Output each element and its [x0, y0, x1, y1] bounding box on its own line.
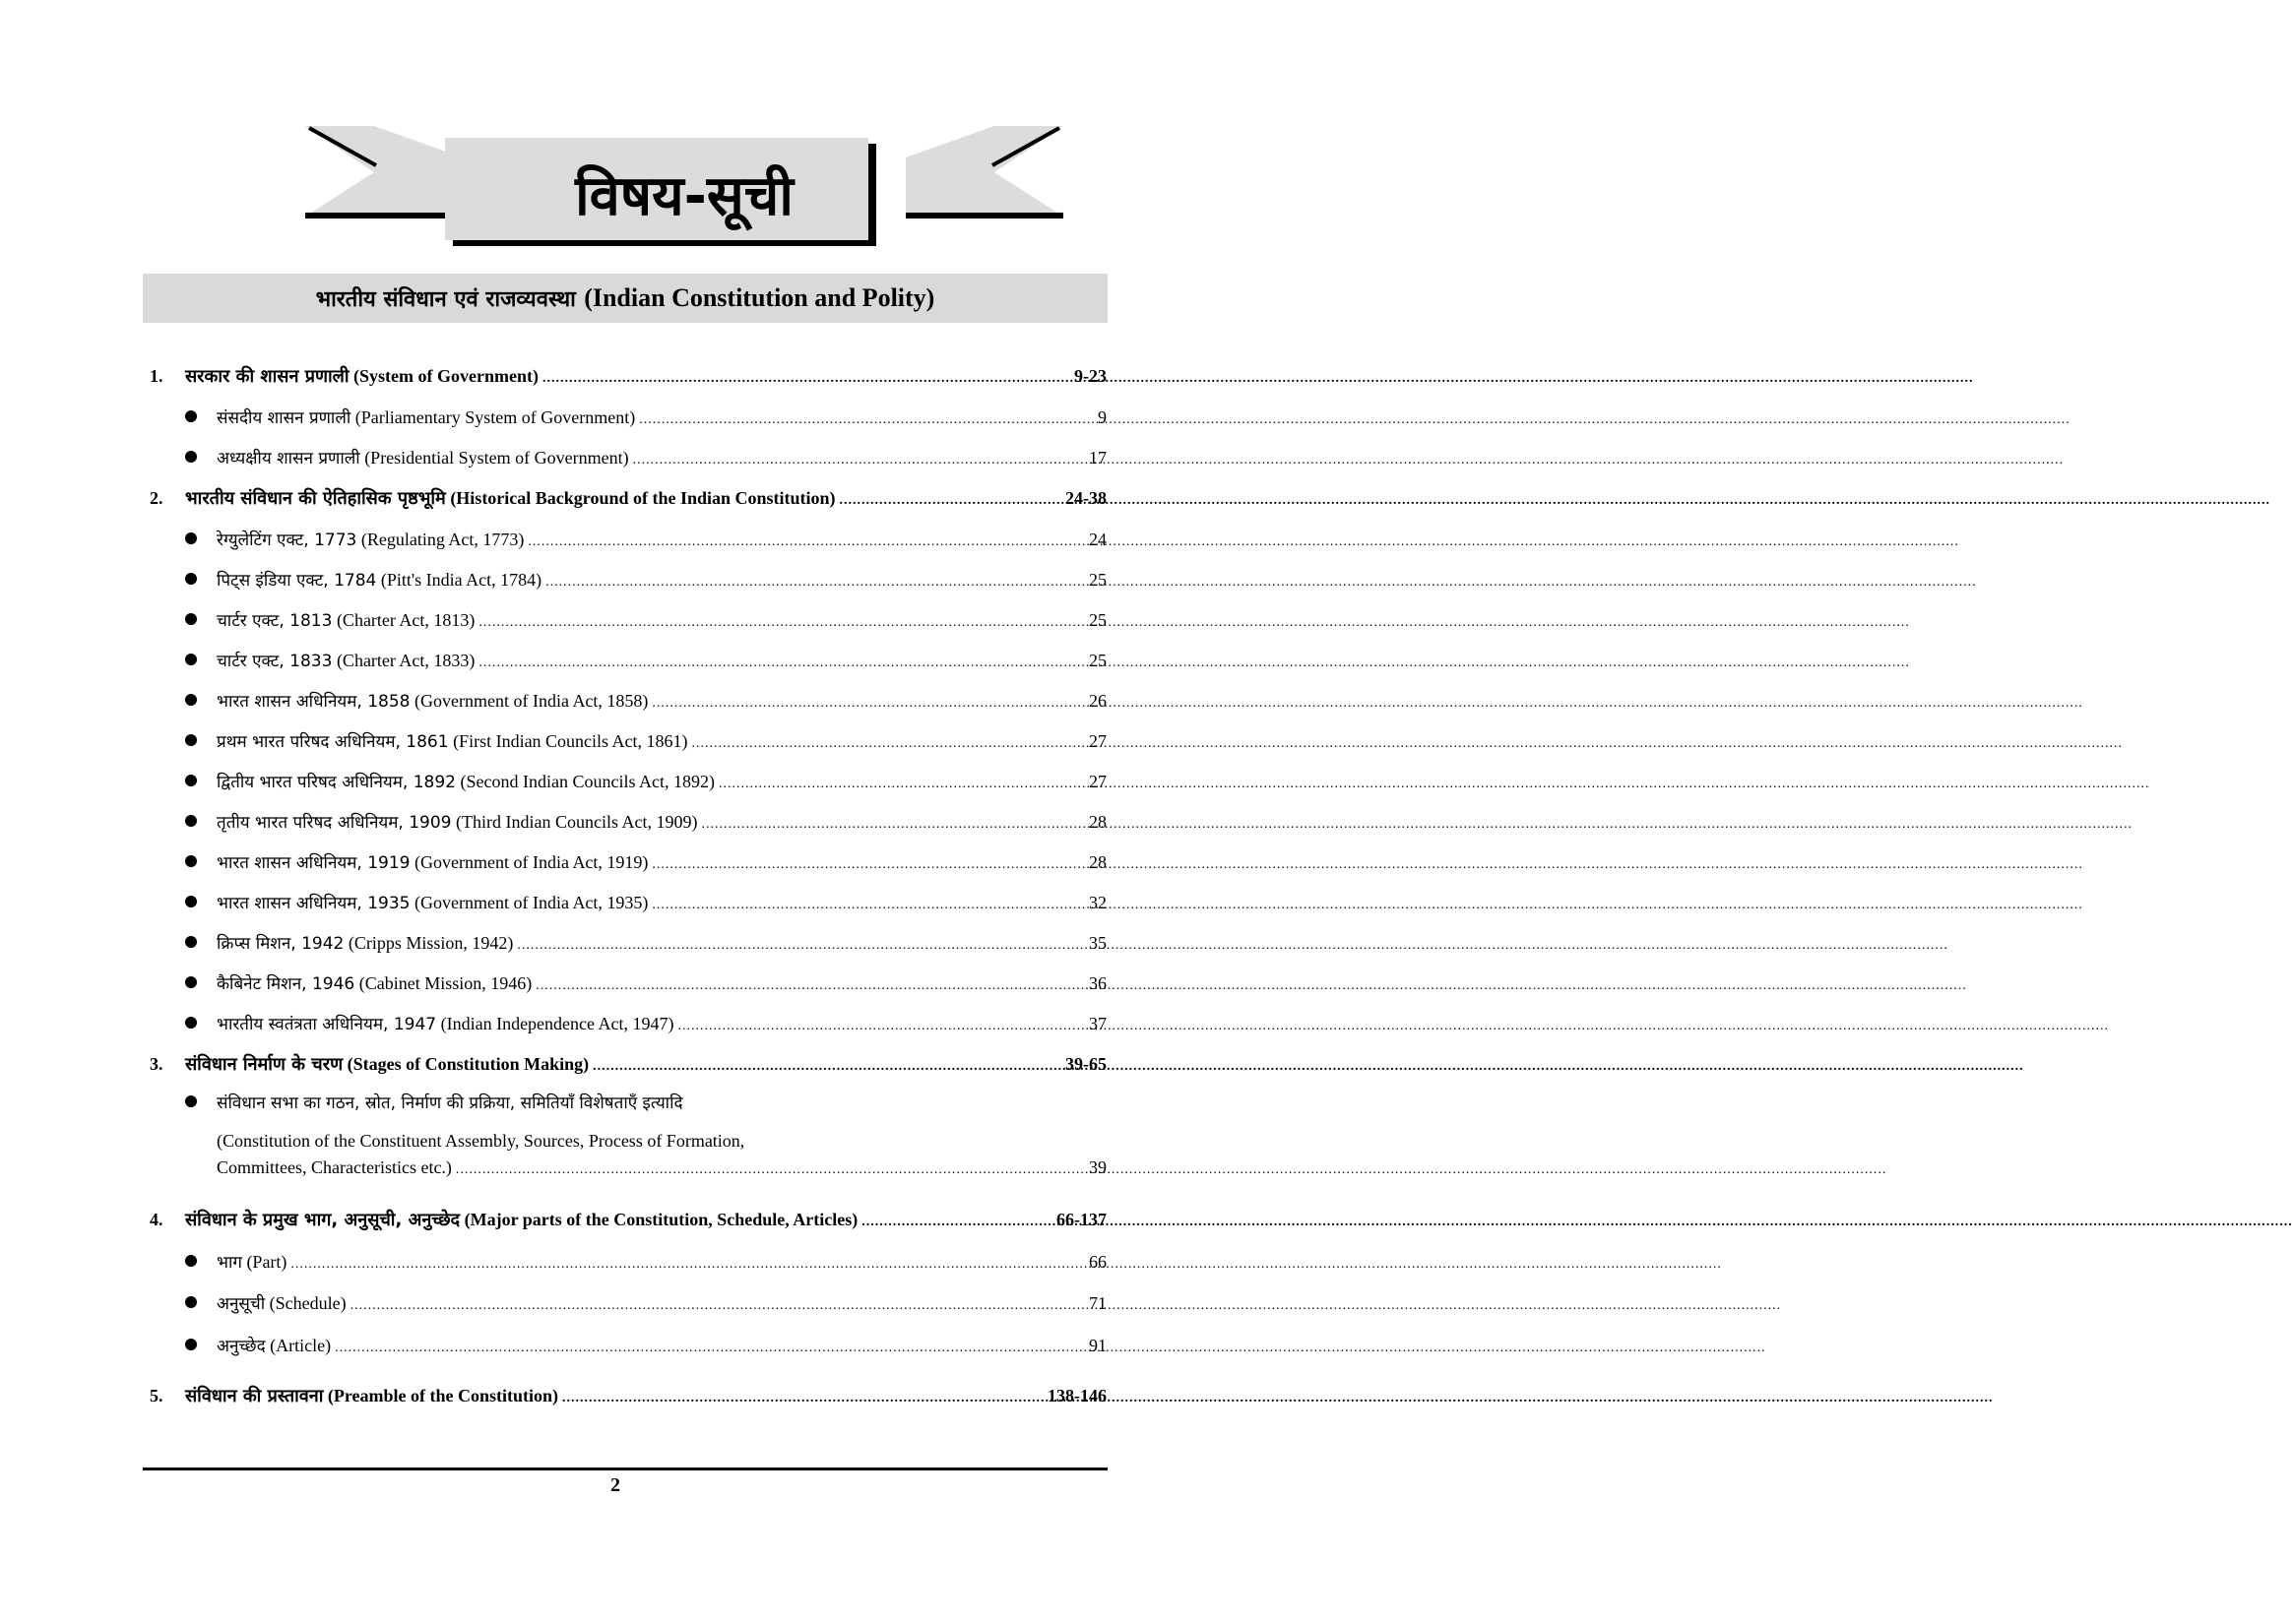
toc-topic[interactable]: [150, 446, 1107, 477]
bullet-icon: [185, 812, 217, 833]
chapter-title: [185, 1384, 558, 1407]
topic-title-english-line-2: Committees, Characteristics etc.): [217, 1157, 452, 1177]
toc-chapter-4[interactable]: [150, 1208, 1107, 1239]
dot-leader: [593, 1059, 1061, 1075]
dot-leader: [536, 978, 1085, 994]
dot-leader: [861, 1215, 1052, 1230]
topic-title: [217, 729, 688, 752]
dot-leader: [692, 736, 1085, 752]
bullet-icon: [185, 691, 217, 712]
chapter-title-hindi: संविधान के प्रमुख भाग, अनुसूची, अनुच्छेद: [185, 1210, 461, 1230]
topic-title: [217, 608, 475, 631]
chapter-title-english: (Major parts of the Constitution, Schedule, Articles): [464, 1210, 859, 1229]
bullet-icon: [185, 731, 217, 752]
topic-title-english: (Parliamentary System of Government): [354, 407, 636, 427]
topic-title-english: (Cripps Mission, 1942): [348, 933, 514, 953]
topic-title: [217, 689, 648, 712]
toc-topic[interactable]: [150, 1012, 1107, 1043]
topic-title-english: (Government of India Act, 1858): [414, 691, 649, 711]
topic-title-english: (Pitt's India Act, 1784): [380, 570, 542, 590]
toc-topic[interactable]: [150, 891, 1107, 922]
topic-title: [217, 931, 513, 954]
page-number: 2: [610, 1474, 620, 1496]
topic-title-hindi: द्वितीय भारत परिषद अधिनियम, 1892: [217, 773, 456, 792]
topic-title-hindi: रेग्युलेटिंग एक्ट, 1773: [217, 531, 357, 550]
topic-page: 91: [1089, 1336, 1107, 1355]
topic-title: [217, 528, 524, 550]
topic-page: 28: [1089, 812, 1107, 832]
dot-leader: [678, 1019, 1085, 1034]
toc-topic[interactable]: [150, 406, 1107, 437]
chapter-title: [185, 486, 836, 510]
chapter-number: 1.: [150, 366, 163, 386]
bullet-icon: [185, 651, 217, 671]
topic-title-hindi: तृतीय भारत परिषद अधिनियम, 1909: [217, 813, 452, 833]
topic-title-hindi: अनुच्छेद: [217, 1337, 266, 1356]
topic-title-english: (Charter Act, 1833): [336, 651, 476, 670]
toc-topic[interactable]: [150, 689, 1107, 720]
topic-page: 27: [1089, 772, 1107, 791]
chapter-title-english: (System of Government): [353, 366, 539, 386]
dot-leader: [456, 1162, 1085, 1178]
dot-leader: [545, 575, 1085, 591]
chapter-pages: 66-137: [1056, 1210, 1107, 1229]
topic-page: 66: [1089, 1252, 1107, 1272]
bullet-icon: [185, 852, 217, 873]
bullet-icon: [185, 1014, 217, 1034]
topic-page: 32: [1089, 893, 1107, 912]
topic-title: [217, 1334, 331, 1356]
bullet-icon: [185, 933, 217, 954]
topic-title-hindi-text: संविधान सभा का गठन, स्रोत, निर्माण की प्रक्रिया, समितियाँ विशेषताएँ इत्यादि: [217, 1093, 683, 1113]
toc-topic[interactable]: [150, 729, 1107, 761]
page-title: विषय-सूची: [575, 164, 794, 228]
bullet-icon: [185, 448, 217, 468]
topic-title-english: (Schedule): [269, 1293, 347, 1313]
topic-title-english: (Second Indian Councils Act, 1892): [460, 772, 715, 791]
chapter-pages: 24-38: [1065, 488, 1107, 508]
topic-title: [217, 649, 475, 671]
topic-page: 9: [1098, 407, 1107, 427]
subject-heading-english: (Indian Constitution and Polity): [584, 283, 935, 312]
topic-title: [217, 1250, 287, 1273]
dot-leader: [652, 857, 1085, 873]
toc-topic[interactable]: [150, 850, 1107, 882]
topic-title-hindi: चार्टर एक्ट, 1833: [217, 652, 333, 671]
dot-leader: [290, 1257, 1085, 1273]
dot-leader: [639, 412, 1094, 428]
chapter-title-hindi: संविधान की प्रस्तावना: [185, 1386, 324, 1406]
dot-leader: [840, 493, 1061, 509]
dot-leader: [701, 817, 1085, 833]
dot-leader: [562, 1391, 1044, 1406]
toc-chapter-2[interactable]: [150, 486, 1107, 518]
dot-leader: [719, 777, 1085, 792]
bullet-icon: [185, 1293, 217, 1314]
topic-page: 27: [1089, 731, 1107, 751]
topic-title: [217, 406, 635, 428]
topic-title-hindi: भारत शासन अधिनियम, 1858: [217, 692, 411, 712]
topic-title-english: (Presidential System of Government): [364, 448, 629, 468]
topic-page: 36: [1089, 973, 1107, 993]
topic-title: [217, 1012, 674, 1034]
dot-leader: [652, 898, 1085, 913]
topic-title-hindi: भारत शासन अधिनियम, 1919: [217, 853, 411, 873]
subject-heading: [143, 274, 1108, 323]
toc-topic[interactable]: [150, 649, 1107, 680]
bullet-icon: [185, 1252, 217, 1273]
toc-topic[interactable]: [150, 971, 1107, 1003]
chapter-pages: 39-65: [1065, 1054, 1107, 1074]
footer-rule: [143, 1468, 1108, 1470]
topic-page: 28: [1089, 852, 1107, 872]
topic-title-hindi: पिट्स इंडिया एक्ट, 1784: [217, 571, 377, 591]
chapter-pages: 138-146: [1048, 1386, 1107, 1405]
bullet-icon: [185, 973, 217, 994]
topic-title-english: (Regulating Act, 1773): [360, 530, 525, 549]
chapter-number: 4.: [150, 1210, 163, 1229]
chapter-title-english: (Stages of Constitution Making): [347, 1054, 590, 1074]
topic-title-english: (Cabinet Mission, 1946): [358, 973, 533, 993]
chapter-title-english: (Preamble of the Constitution): [327, 1386, 559, 1405]
toc-topic[interactable]: [150, 1291, 1107, 1323]
chapter-title-hindi: भारतीय संविधान की ऐतिहासिक पृष्ठभूमि: [185, 488, 446, 509]
topic-title-english: (Government of India Act, 1919): [414, 852, 649, 872]
topic-title-hindi: अनुसूची: [217, 1294, 266, 1314]
toc-topic[interactable]: [150, 931, 1107, 963]
topic-title-hindi: कैबिनेट मिशन, 1946: [217, 974, 355, 994]
chapter-number: 2.: [150, 488, 163, 508]
dot-leader: [542, 371, 1070, 387]
topic-page: 25: [1089, 651, 1107, 670]
chapter-title-hindi: संविधान निर्माण के चरण: [185, 1054, 344, 1075]
topic-title: [217, 1291, 347, 1314]
topic-page: 71: [1089, 1293, 1107, 1313]
topic-title: [217, 971, 532, 994]
bullet-icon: [185, 407, 217, 428]
topic-title-english: (Indian Independence Act, 1947): [440, 1014, 674, 1033]
toc-topic[interactable]: [150, 1091, 1107, 1191]
bullet-icon: [185, 530, 217, 550]
dot-leader: [478, 656, 1085, 671]
topic-title-hindi: चार्टर एक्ट, 1813: [217, 611, 333, 631]
topic-title-hindi: प्रथम भारत परिषद अधिनियम, 1861: [217, 732, 449, 752]
topic-page: 39: [1089, 1157, 1107, 1177]
dot-leader: [350, 1298, 1085, 1314]
toc-chapter-3[interactable]: [150, 1052, 1107, 1084]
topic-title: [217, 568, 541, 591]
topic-page: 17: [1089, 448, 1107, 468]
topic-title: [217, 446, 629, 468]
toc-chapter-1[interactable]: [150, 364, 1107, 396]
chapter-title-english: (Historical Background of the Indian Constitution): [450, 488, 836, 508]
bullet-icon: [185, 772, 217, 792]
topic-title-english: (Part): [246, 1252, 287, 1272]
dot-leader: [528, 534, 1085, 550]
topic-page: 25: [1089, 610, 1107, 630]
topic-title-hindi: भारतीय स्वतंत्रता अधिनियम, 1947: [217, 1015, 437, 1034]
toc-topic[interactable]: [150, 1250, 1107, 1281]
topic-title-hindi: [217, 1091, 683, 1113]
topic-page: 24: [1089, 530, 1107, 549]
chapter-title: [185, 1052, 589, 1076]
topic-page: 26: [1089, 691, 1107, 711]
topic-title: [217, 850, 648, 873]
topic-title-english: (Third Indian Councils Act, 1909): [456, 812, 698, 832]
topic-title-english-line-1: (Constitution of the Constituent Assembly, Sources, Process of Formation,: [217, 1131, 745, 1151]
topic-title-english: (First Indian Councils Act, 1861): [453, 731, 688, 751]
topic-title-english: (Government of India Act, 1935): [414, 893, 649, 912]
dot-leader: [478, 615, 1085, 631]
toc-topic[interactable]: [150, 568, 1107, 599]
toc-topic[interactable]: [150, 528, 1107, 559]
bullet-icon: [185, 893, 217, 913]
topic-title: [217, 770, 715, 792]
bullet-icon: [185, 1093, 217, 1113]
topic-page: 35: [1089, 933, 1107, 953]
bullet-icon: [185, 1336, 217, 1356]
toc-topic[interactable]: [150, 770, 1107, 801]
subject-heading-hindi: भारतीय संविधान एवं राजव्यवस्था: [315, 287, 576, 312]
topic-title-hindi: संसदीय शासन प्रणाली: [217, 408, 351, 428]
chapter-number: 3.: [150, 1054, 163, 1074]
bullet-icon: [185, 570, 217, 591]
chapter-title-hindi: सरकार की शासन प्रणाली: [185, 366, 350, 387]
topic-title-hindi: भारत शासन अधिनियम, 1935: [217, 894, 411, 913]
topic-page: 37: [1089, 1014, 1107, 1033]
topic-page: 25: [1089, 570, 1107, 590]
chapter-title: [185, 364, 539, 388]
toc-topic[interactable]: [150, 608, 1107, 640]
topic-title: [217, 891, 648, 913]
dot-leader: [335, 1341, 1085, 1356]
topic-title: [217, 810, 697, 833]
topic-title-english: (Charter Act, 1813): [336, 610, 476, 630]
chapter-title: [185, 1208, 858, 1231]
dot-leader: [633, 453, 1085, 468]
topic-title-hindi: भाग: [217, 1253, 242, 1273]
topic-title-hindi: अध्यक्षीय शासन प्रणाली: [217, 449, 360, 468]
bullet-icon: [185, 610, 217, 631]
toc-topic[interactable]: [150, 810, 1107, 842]
toc-chapter-5[interactable]: [150, 1384, 1107, 1415]
topic-title-hindi: क्रिप्स मिशन, 1942: [217, 934, 345, 954]
chapter-number: 5.: [150, 1386, 163, 1405]
toc-topic[interactable]: [150, 1334, 1107, 1365]
topic-title-english: (Article): [270, 1336, 332, 1355]
dot-leader: [652, 696, 1085, 712]
chapter-pages: 9-23: [1074, 366, 1107, 386]
dot-leader: [517, 938, 1085, 954]
